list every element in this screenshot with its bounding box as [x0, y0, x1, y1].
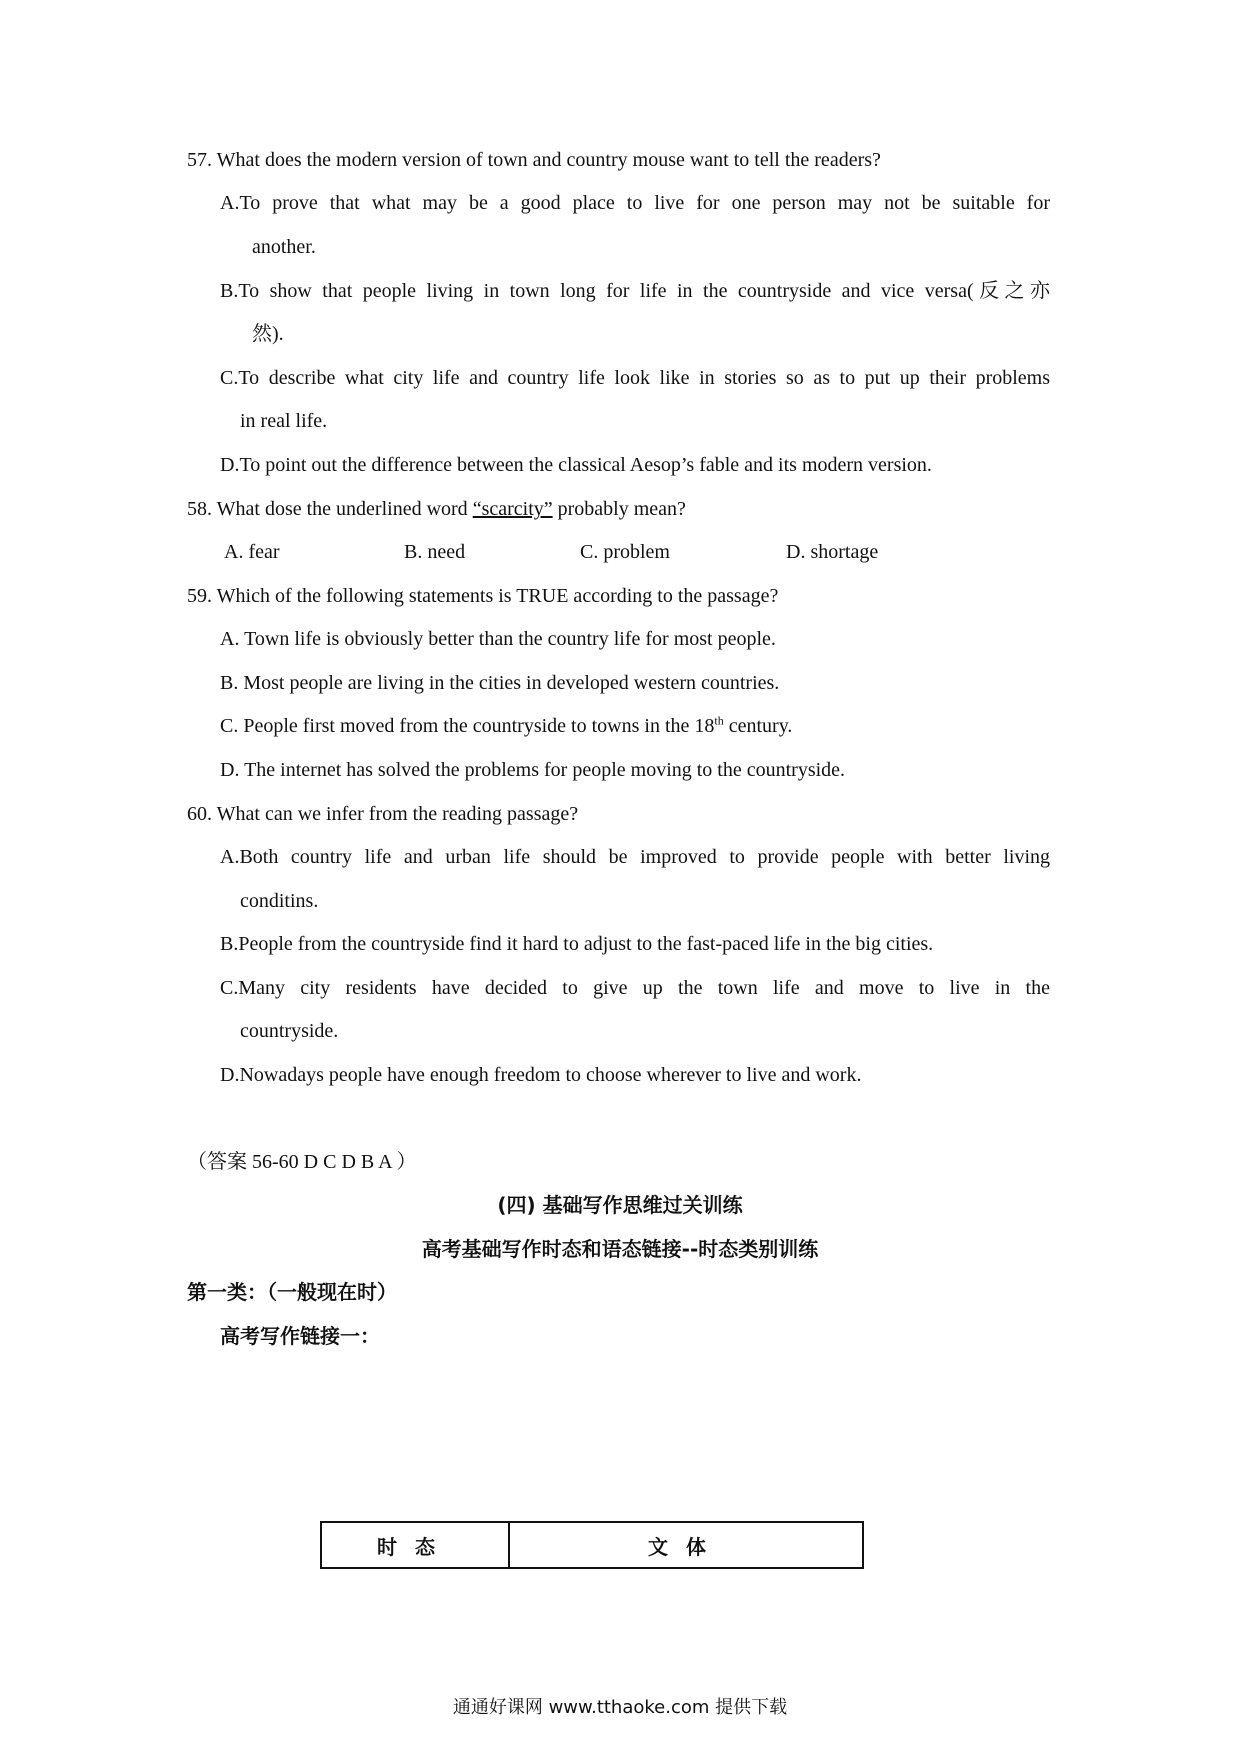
table-header-style: 文体 — [648, 1534, 724, 1559]
question-59-option-c-pre: C. People first moved from the countryside to towns in the 18 — [220, 715, 715, 737]
question-57-option-c-cont: in real life. — [240, 410, 328, 432]
question-60-option-a: A.Both country life and urban life should be improved to provide people with better living — [220, 846, 1050, 868]
question-58-option-d: D. shortage — [786, 541, 879, 563]
question-58-option-b: B. need — [404, 541, 466, 563]
question-57-stem: 57. What does the modern version of town and country mouse want to tell the readers? — [187, 149, 881, 171]
question-57-option-a: A.To prove that what may be a good place to live for one person may not be suitable for — [220, 192, 1050, 214]
table-header-tense: 时态 — [322, 1523, 510, 1567]
section-title: (四) 基础写作思维过关训练 — [497, 1193, 743, 1217]
question-60-option-c: C.Many city residents have decided to give up the town life and move to live in the — [220, 977, 1050, 999]
question-59-option-c-post: century. — [723, 715, 793, 737]
question-57-option-b-cont: 然). — [252, 323, 284, 345]
question-57-option-a-cont: another. — [252, 236, 316, 258]
question-59-option-d: D. The internet has solved the problems for people moving to the countryside. — [220, 759, 846, 781]
question-57-option-b: B.To show that people living in town long for life in the countryside and vice versa(反之亦 — [220, 280, 1050, 302]
tense-style-table — [320, 1521, 864, 1569]
question-58-stem-pre: 58. What dose the underlined word — [187, 498, 473, 520]
question-59-stem: 59. Which of the following statements is TRUE according to the passage? — [187, 585, 779, 607]
question-60-option-d: D.Nowadays people have enough freedom to choose wherever to live and work. — [220, 1064, 862, 1086]
category-heading: 第一类：（一般现在时） — [187, 1280, 397, 1304]
question-59-option-a: A. Town life is obviously better than the country life for most people. — [220, 628, 776, 650]
superscript-th: th — [714, 713, 724, 728]
question-60-option-c-cont: countryside. — [240, 1020, 339, 1042]
question-57-option-d: D.To point out the difference between the classical Aesop’s fable and its modern version. — [220, 454, 932, 476]
section-subtitle: 高考基础写作时态和语态链接--时态类别训练 — [421, 1237, 819, 1261]
page-footer: 通通好课网 www.tthaoke.com 提供下载 — [452, 1697, 788, 1718]
question-60-stem: 60. What can we infer from the reading passage? — [187, 803, 579, 825]
question-57-option-c: C.To describe what city life and country life look like in stories so as to put up their problems — [220, 367, 1050, 389]
question-58-stem-post: probably mean? — [552, 498, 686, 520]
question-60-option-b: B.People from the countryside find it hard to adjust to the fast-paced life in the big cities. — [220, 933, 934, 955]
question-59-option-c — [220, 712, 792, 740]
question-59-option-b: B. Most people are living in the cities in developed western countries. — [220, 672, 780, 694]
question-58-stem — [187, 495, 686, 523]
question-58-option-c: C. problem — [580, 541, 670, 563]
link-heading: 高考写作链接一： — [220, 1324, 380, 1348]
question-58-option-a: A. fear — [224, 541, 280, 563]
underlined-word: “scarcity” — [472, 498, 553, 520]
answer-key: （答案 56-60 D C D B A ） — [187, 1151, 417, 1173]
question-60-option-a-cont: conditins. — [240, 890, 319, 912]
